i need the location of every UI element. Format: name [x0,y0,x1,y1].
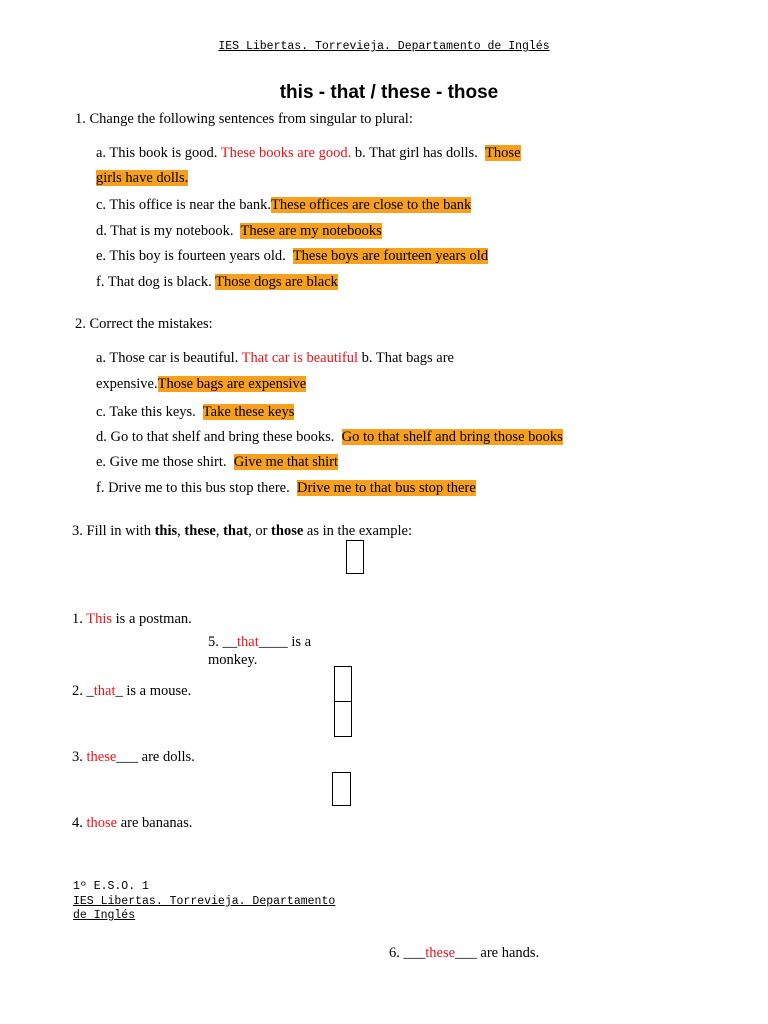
s2-d-prompt: d. Go to that shelf and bring these books. [96,429,335,445]
s2-a-prompt: a. Those car is beautiful. [96,350,239,366]
s1-d-answer: These are my notebooks [240,223,382,239]
s3-item5-answer: that [237,634,259,650]
s3-word-this: this [154,523,178,539]
page-header: IES Libertas. Torrevieja. Departamento de Inglés [218,40,550,53]
s2-f-answer: Drive me to that bus stop there [296,480,476,496]
s3-item2-text: is a mouse. [122,683,192,699]
s2-item-a [96,350,454,367]
footer-school-line1: IES Libertas. Torrevieja. Departamento [73,895,336,908]
s3-item1-answer: This [86,611,113,627]
s1-a-prompt: a. This book is good. [96,145,218,161]
s2-item-b-cont [96,376,306,393]
s2-e-answer: Give me that shirt [233,454,339,470]
footer-school-line2: de Inglés [73,909,136,922]
image-placeholder-frame [334,701,352,737]
s2-b-prompt-1: b. That bags are [361,350,454,366]
s3-heading-text: 3. Fill in with [72,523,155,539]
s3-item-1 [72,611,192,628]
s3-word-that: that [223,523,249,539]
s1-item-c [96,197,471,214]
s3-item-3 [72,749,195,766]
s3-sep: , [177,523,185,539]
s1-e-answer: These boys are fourteen years old [292,248,489,264]
s1-c-prompt: c. This office is near the bank. [96,197,272,213]
blank-line: ___ [403,945,426,961]
s1-a-answer: These books are good. [220,145,352,161]
s1-item-a [96,145,521,162]
s3-word-those: those [271,523,304,539]
s3-item2-answer: that [93,683,116,699]
s3-item-6 [389,945,539,962]
blank-line: ___ [116,749,139,765]
s3-word-these: these [184,523,216,539]
item-number: 1. [72,611,87,627]
page-title: this - that / these - those [279,82,499,103]
s2-e-prompt: e. Give me those shirt. [96,454,227,470]
item-number: 4. [72,815,87,831]
s1-e-prompt: e. This boy is fourteen years old. [96,248,286,264]
s3-item-5-line2: monkey. [208,652,258,668]
blank-line: ___ [455,945,477,961]
s1-item-b-cont [96,170,188,187]
s3-item5-text: is a [287,634,312,650]
s1-f-prompt: f. That dog is black. [96,274,212,290]
section1-heading: 1. Change the following sentences from singular to plural: [75,111,413,127]
s3-item6-answer: these [425,945,456,961]
s3-sep: , or [248,523,272,539]
s2-d-answer: Go to that shelf and bring those books [341,429,563,445]
image-placeholder-frame [334,666,352,702]
s1-c-answer: These offices are close to the bank [271,197,472,213]
item-number: 2. [72,683,87,699]
s1-b-answer-2: girls have dolls. [96,170,189,186]
s3-item3-answer: these [86,749,117,765]
s3-item6-text: are hands. [476,945,540,961]
s2-item-d [96,429,563,446]
s3-sep: , [215,523,224,539]
s2-c-answer: Take these keys [202,404,295,420]
section3-heading [72,523,412,540]
s1-item-e [96,248,488,265]
s3-item4-text: are bananas. [117,815,193,831]
blank-line: __ [222,634,237,650]
s1-b-answer-1: Those [485,145,521,161]
item-number: 6. [389,945,404,961]
item-number: 3. [72,749,87,765]
s1-item-f [96,274,338,291]
s3-item-5 [208,634,311,651]
s2-f-prompt: f. Drive me to this bus stop there. [96,480,290,496]
image-placeholder-frame [332,772,351,806]
s2-item-f [96,480,476,497]
s3-heading-text: as in the example: [303,523,412,539]
s1-b-prompt: b. That girl has dolls. [354,145,478,161]
s1-d-prompt: d. That is my notebook. [96,223,234,239]
blank-line: ____ [258,634,288,650]
s2-a-answer: That car is beautiful [241,350,359,366]
s1-item-d [96,223,382,240]
s2-item-c [96,404,294,421]
footer-level: 1º E.S.O. 1 [73,880,149,893]
s2-b-prompt-2: expensive. [96,376,158,392]
s3-item1-text: is a postman. [112,611,192,627]
blank-line: _ [115,683,123,699]
s2-c-prompt: c. Take this keys. [96,404,196,420]
s3-item4-answer: those [86,815,118,831]
s3-item-4 [72,815,192,832]
s1-f-answer: Those dogs are black [215,274,338,290]
image-placeholder-frame [346,540,364,574]
s2-item-e [96,454,338,471]
s3-item-2 [72,683,191,700]
section2-heading: 2. Correct the mistakes: [75,316,213,332]
blank-line: _ [86,683,94,699]
s3-item3-text: are dolls. [138,749,195,765]
s2-b-answer: Those bags are expensive [157,376,307,392]
item-number: 5. [208,634,223,650]
